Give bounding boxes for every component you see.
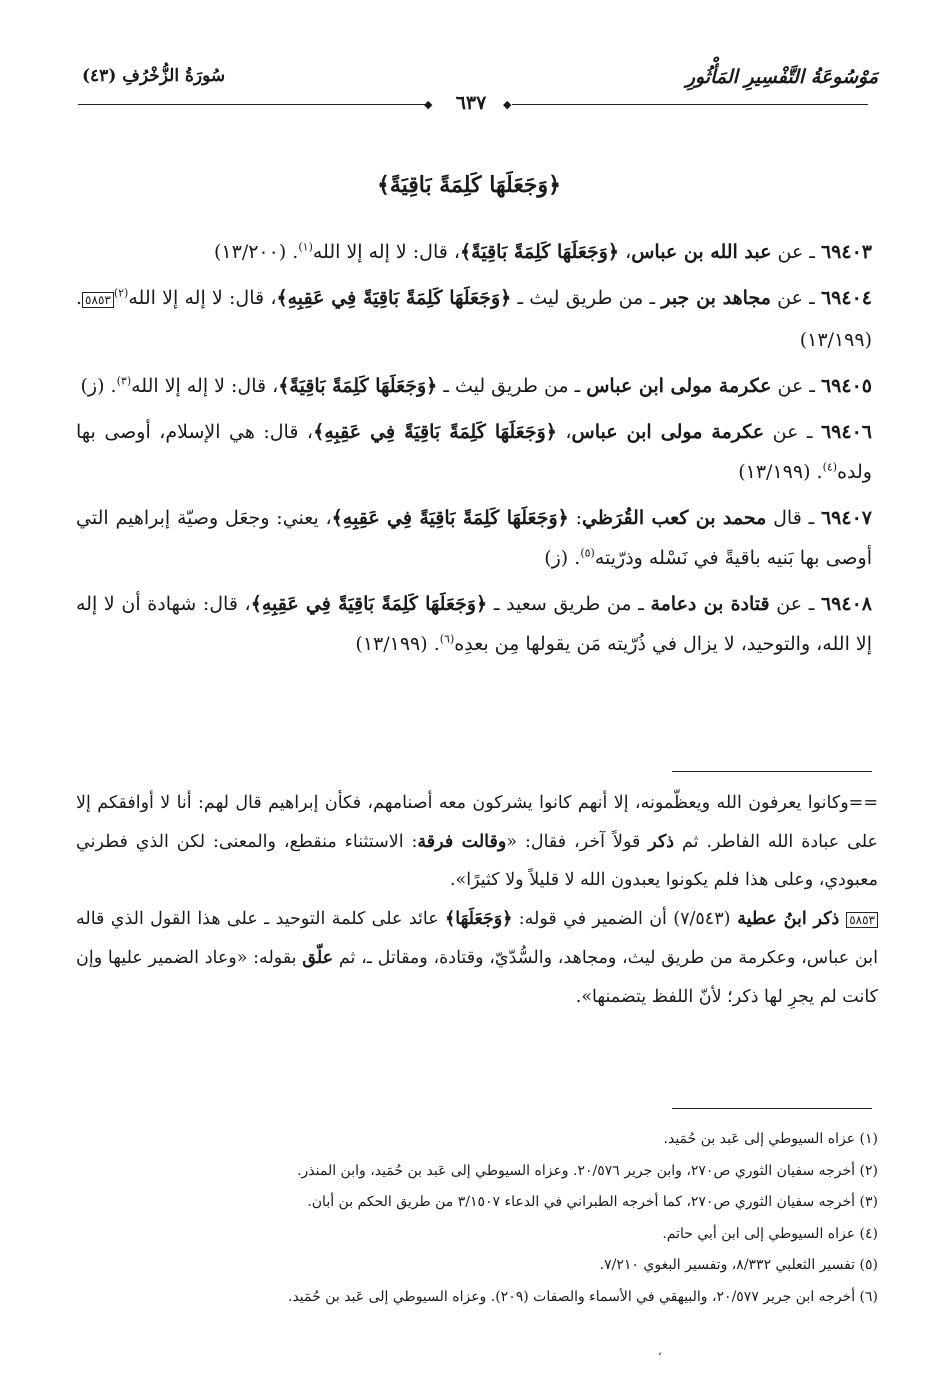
entry: ٦٩٤٠٧ ـ قال محمد بن كعب القُرَظي: ﴿وَجَعَلَهَا كَلِمَةً بَاقِيَةً فِي عَقِبِهِ﴾، يعني: وجعَل وصيّة إبراهيم التي أوصى بها بَنيه باقيةً في نَسْله وذرّيته$^{(٥)}$. (ز) [76,507,872,569]
entry: ٦٩٤٠٨ ـ عن قتادة بن دعامة ـ من طريق سعيد ـ ﴿وَجَعَلَهَا كَلِمَةً بَاقِيَةً فِي عَقِبِهِ﴾، قال: شهادة أن لا إله إلا الله، والتوحيد، لا يزال في ذُرّيته مَن يقولها مِن بعدِه$^{(٦)}$. (١٣/١٩٩) [76,593,872,655]
footnote: (٥) تفسير الثعلبي ٨/٣٣٢، وتفسير البغوي ٧/٢١٠. [599,1257,878,1273]
footnote: (٢) أخرجه سفيان الثوري ص٢٧٠، وابن جرير ٢٠/٥٧٦. وعزاه السيوطي إلى عَبد بن حُمَيد، وابن المنذر. [297,1162,878,1179]
stray-mark: ، [658,1345,662,1358]
footnote-ref[interactable]: (٦) [439,632,455,646]
header-rule-right [512,104,868,105]
footnote: (٣) أخرجه سفيان الثوري ص٢٧٠، كما أخرجه الطبراني في الدعاء ٣/١٥٠٧ من طريق الحكم بن أبان. [307,1194,878,1210]
footnotes [76,1124,878,1313]
footnote-ref[interactable]: (٤) [822,460,838,474]
footnote-ref[interactable]: (٣) [116,374,132,388]
comment-ref-box[interactable]: ٥٨٥٣ [82,292,114,308]
footnote: (١) عزاه السيوطي إلى عَبد بن حُمَيد. [663,1131,878,1147]
footnote-separator [672,1108,872,1109]
separator-rule [672,771,872,772]
commentary-paragraph: ==وكانوا يعرفون الله ويعظّمونه، إلا أنهم كانوا يشركون معه أصنامهم، فكأن إبراهيم قال لهم: أنا لا أوافقكم إلا على عبادة الله الفاطر. ثم ذكر قولاً آخر، فقال: «وقالت فرقة: الاستثناء منقطع، والمعنى: لكن الذي فطرني معبودي، وعلى هذا فلم يكونوا يعبدون الله لا قليلاً ولا كثيرًا». [76,793,878,890]
footnote: (٤) عزاه السيوطي إلى ابن أبي حاتم. [662,1225,878,1242]
header-book-title: مَوْسُوعَةُ التَّفْسِيرِ المَأْثُورِ [685,66,878,88]
entry: ٦٩٤٠٣ ـ عن عبد الله بن عباس، ﴿وَجَعَلَهَا كَلِمَةً بَاقِيَةً﴾، قال: لا إله إلا الله$^{(١)}$. (١٣/٢٠٠) [213,240,872,263]
ornament-icon: ◆ [503,98,512,111]
header-surah: سُورَةُ الزُّخْرُفِ (٤٣) [82,66,226,86]
footnote: (٦) أخرجه ابن جرير ٢٠/٥٧٧، والبيهقي في الأسماء والصفات (٢٠٩). وعزاه السيوطي إلى عَبد بن حُمَيد. [288,1288,878,1305]
ornament-icon: ◆ [424,98,433,111]
entries [76,232,872,670]
header-rule-left [78,104,430,105]
footnote-ref[interactable]: (١) [298,240,313,254]
page-number: ٦٣٧ [455,92,487,114]
entry: ٦٩٤٠٤ ـ عن مجاهد بن جبر ـ من طريق ليث ـ ﴿وَجَعَلَهَا كَلِمَةً بَاقِيَةً فِي عَقِبِهِ﴾، قال: لا إله إلا الله$^{(٢)}$٥٨٥٣. (١٣/١٩٩) [76,286,872,351]
entry: ٦٩٤٠٦ ـ عن عكرمة مولى ابن عباس، ﴿وَجَعَلَهَا كَلِمَةً بَاقِيَةً فِي عَقِبِهِ﴾، قال: هي الإسلام، أوصى بها ولده$^{(٤)}$. (١٣/١٩٩) [76,421,872,483]
footnote-ref[interactable]: (٥) [580,546,595,560]
commentary [76,784,878,1016]
section-title: ﴿وَجَعَلَهَا كَلِمَةً بَاقِيَةً﴾ [376,172,562,198]
entry: ٦٩٤٠٥ ـ عن عكرمة مولى ابن عباس ـ من طريق ليث ـ ﴿وَجَعَلَهَا كَلِمَةً بَاقِيَةً﴾، قال: لا إله إلا الله$^{(٣)}$. (ز) [80,374,872,397]
footnote-ref[interactable]: (٢) [113,286,129,300]
commentary-paragraph: ٥٨٥٣ ذكر ابنُ عطية (٧/٥٤٣) أن الضمير في قوله: ﴿وَجَعَلَهَا﴾ عائد على كلمة التوحيد ـ على هذا القول الذي قاله ابن عباس، وعكرمة من طريق ليث، ومجاهد، والسُّدّيّ، وقتادة، ومقاتل ـ، ثم علّق بقوله: «وعاد الضمير عليها وإن كانت لم يجرِ لها ذكر؛ لأنّ اللفظ يتضمنها». [76,908,878,1007]
comment-number-box: ٥٨٥٣ [846,912,878,928]
